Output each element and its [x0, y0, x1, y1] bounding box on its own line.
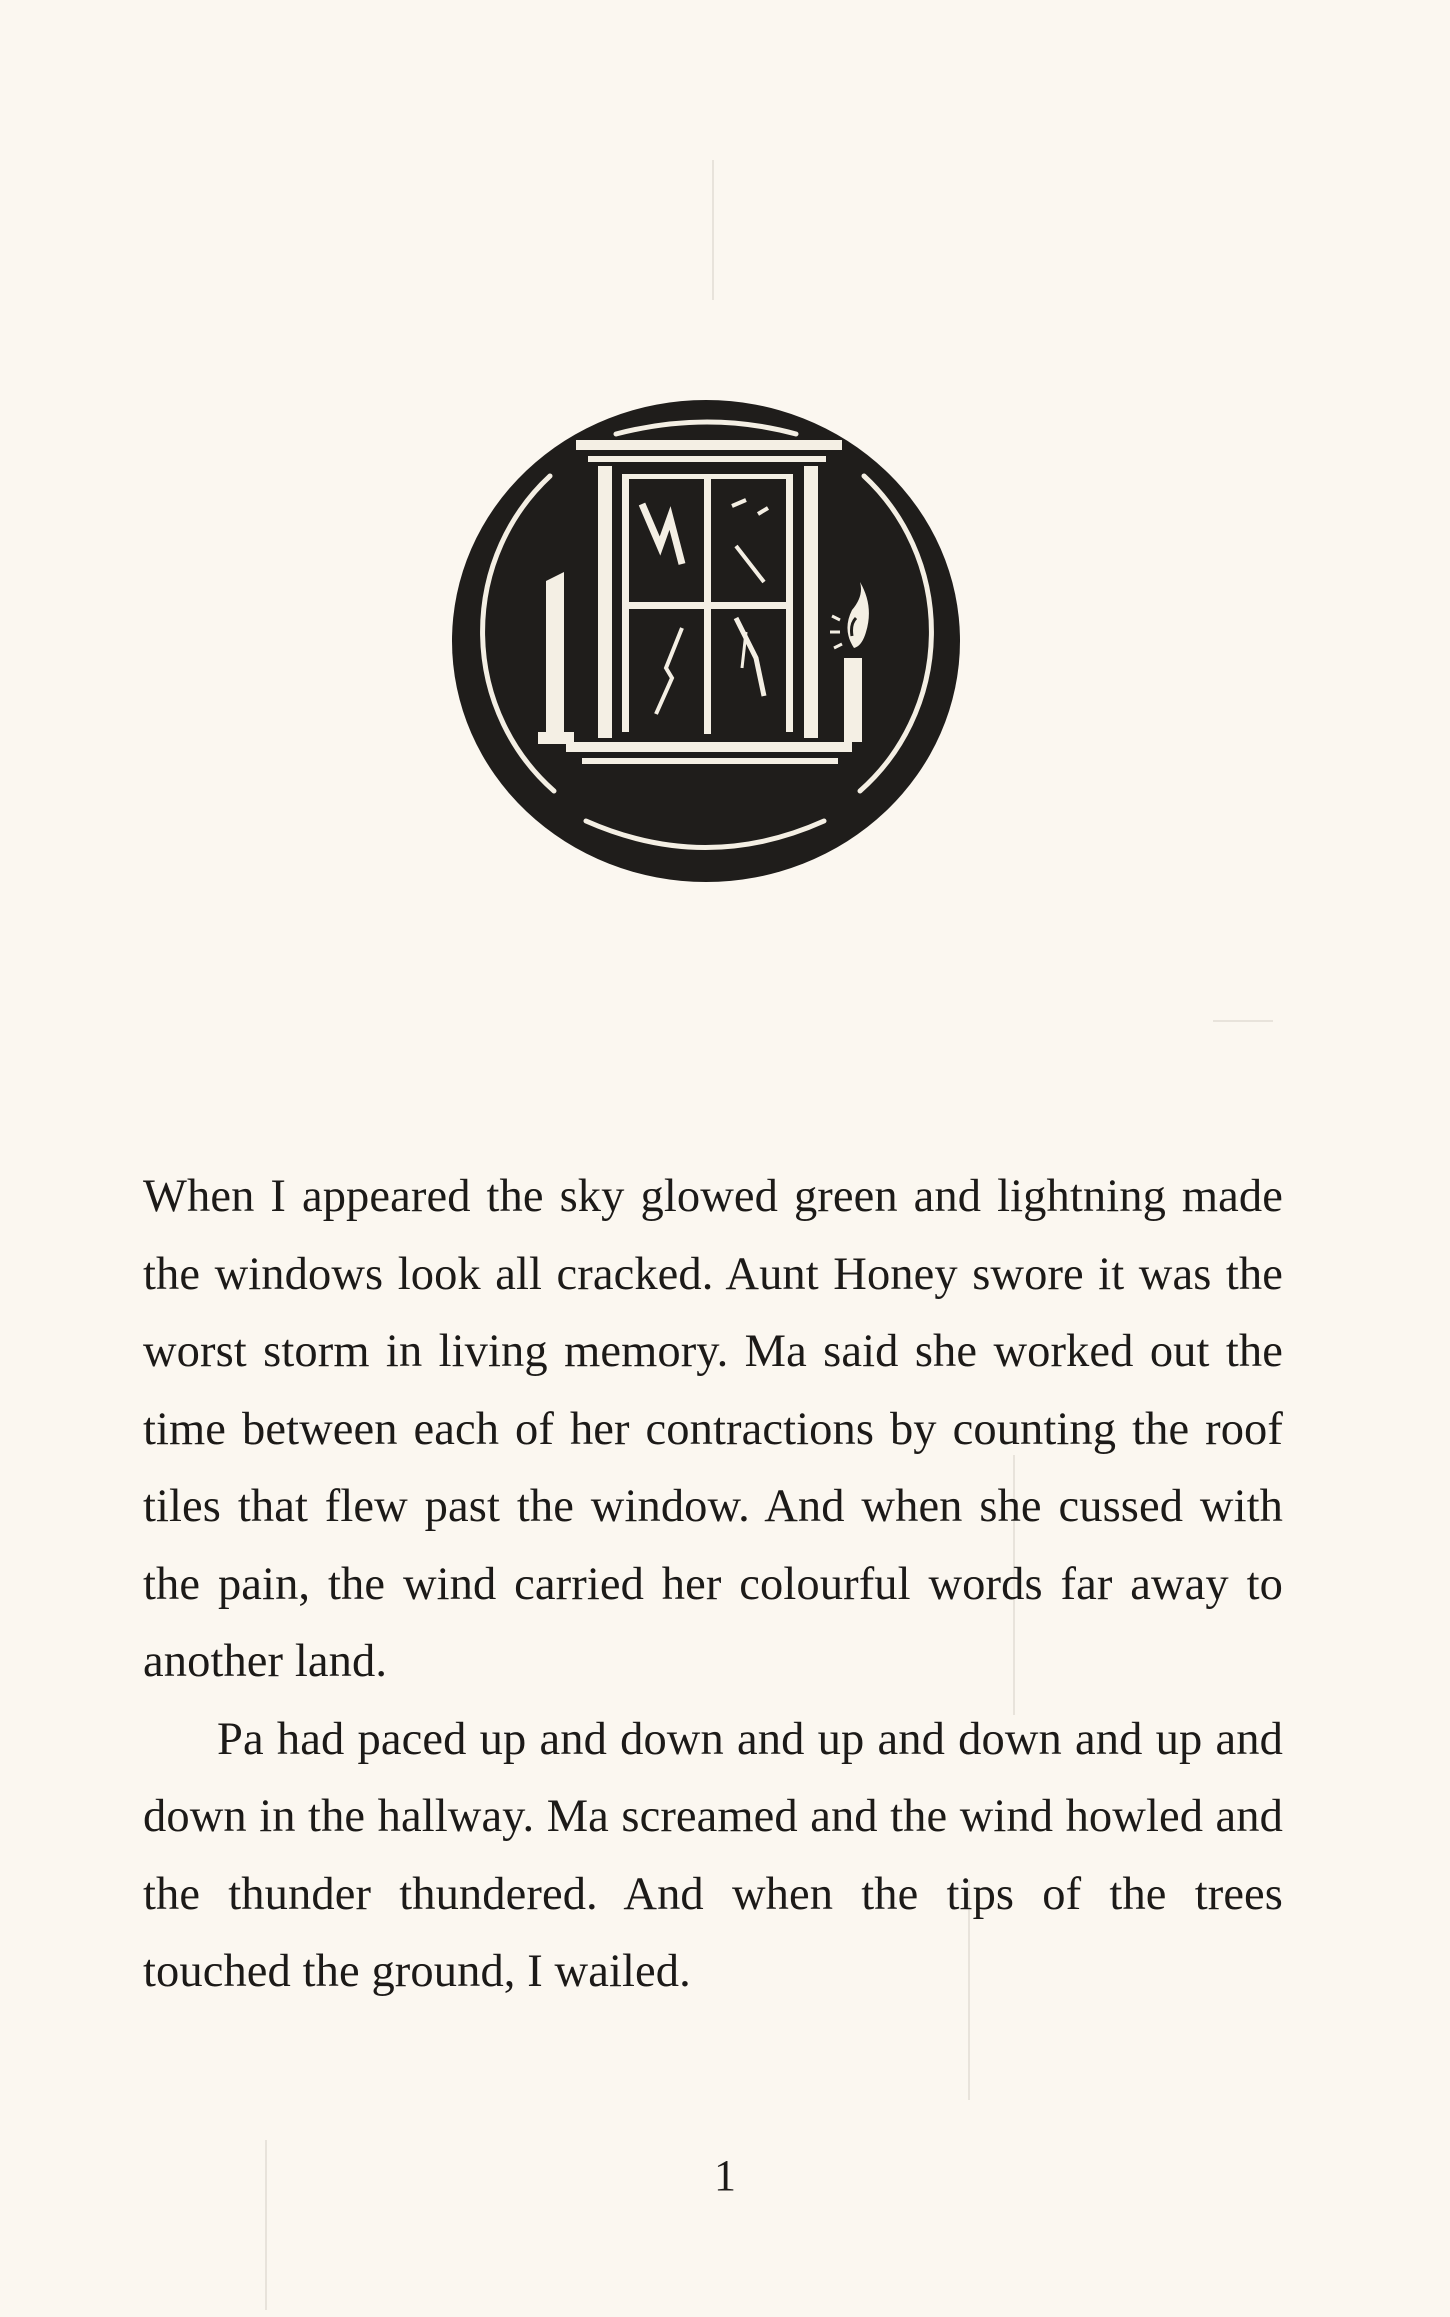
scan-mark — [1213, 1020, 1273, 1022]
body-text — [143, 1158, 1283, 2011]
page-number: 1 — [714, 2151, 736, 2200]
window-lightning-candle-medallion-icon — [446, 396, 966, 886]
paragraph-2: Pa had paced up and down and up and down and up and down in the hallway. Ma screamed and the wind howled and the thunder thundered. And when the tips of the trees touched the ground, I wailed. — [143, 1713, 1283, 1997]
scan-mark — [712, 160, 714, 300]
paragraph-1: When I appeared the sky glowed green and lightning made the windows look all cracked. Aunt Honey swore it was the worst storm in living memory. Ma said she worked out the time between each of her contractions by counting the roof tiles that flew past the window. And when she cussed with the pain, the wind carried her colourful words far away to another land. — [143, 1171, 1283, 1687]
